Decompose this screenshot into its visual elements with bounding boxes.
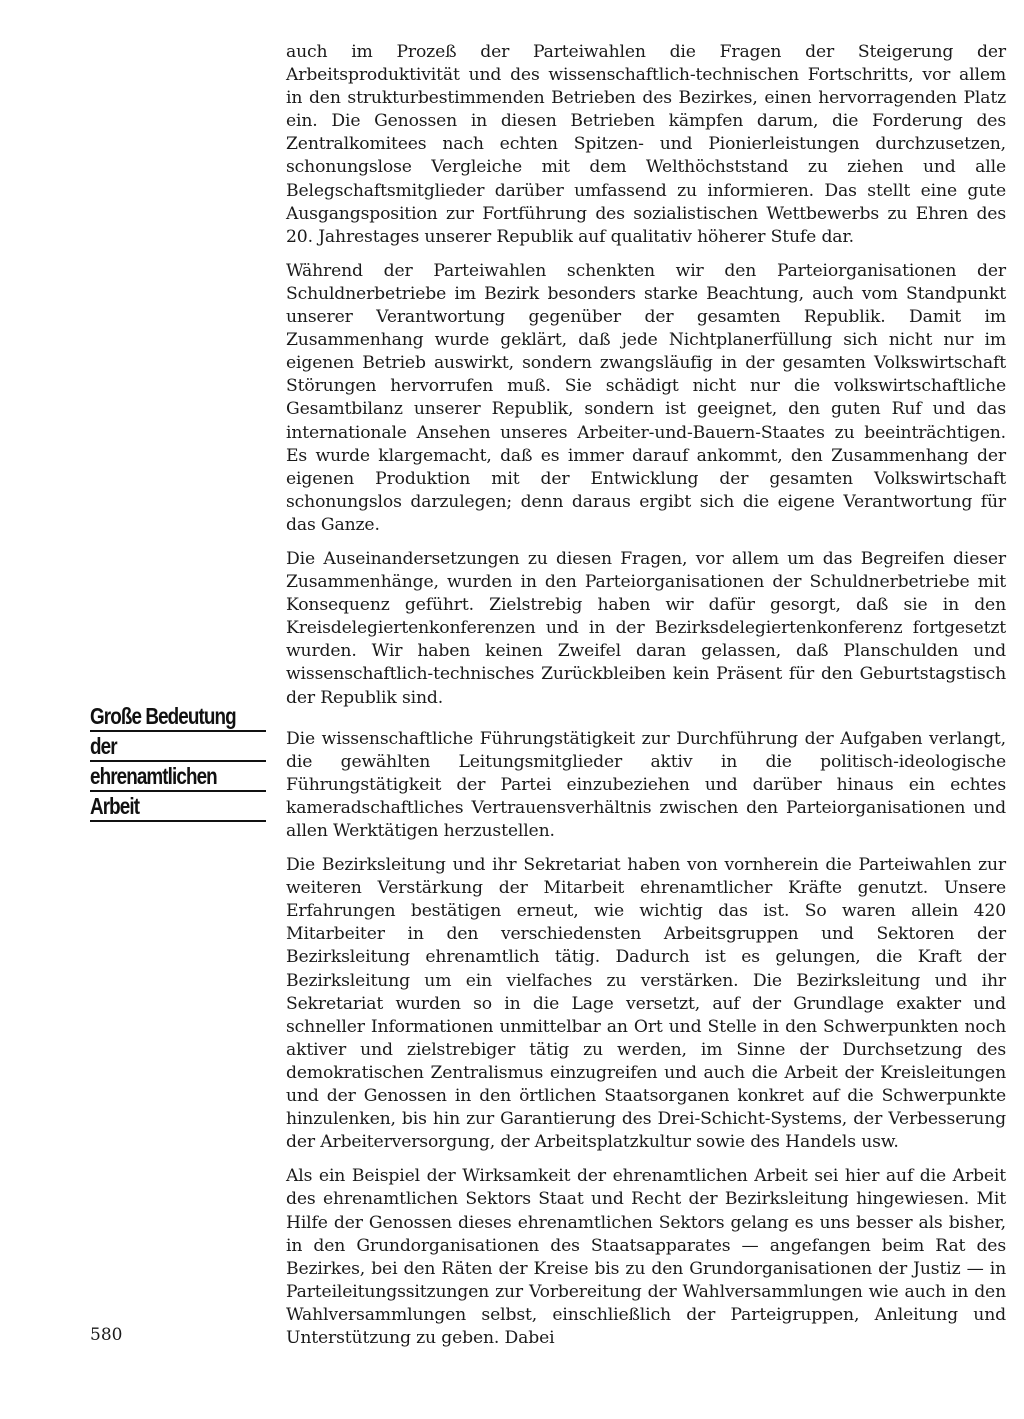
margin-heading-line-2-wrap [90, 732, 266, 762]
margin-heading [90, 702, 266, 822]
margin-heading-line-4: Arbeit [90, 793, 140, 819]
margin-heading-line-3: ehrenamtlichen [90, 763, 217, 789]
margin-heading-line-1-wrap [90, 702, 266, 732]
margin-heading-line-3-wrap [90, 762, 266, 792]
paragraph-2: Während der Parteiwahlen schenkten wir den Parteiorganisationen der Schuldnerbetriebe im Bezirk besonders starke Beachtung, auch vom Standpunkt unserer Verantwortung gegenüber der gesamten Republik. Damit im Zusammenhang wurde geklärt, daß jede Nichtplanerfüllung sich nicht nur im eigenen Betrieb auswirkt, sondern zwangsläufig in der gesamten Volkswirtschaft Störungen hervorrufen muß. Sie schädigt nicht nur die volkswirtschaftliche Gesamtbilanz unserer Republik, sondern ist geeignet, den guten Ruf und das internationale Ansehen unseres Arbeiter-und-Bauern-Staates zu beeinträchtigen. Es wurde klargemacht, daß es immer darauf ankommt, den Zusammenhang der eigenen Produktion mit der Entwicklung der gesamten Volkswirtschaft schonungslos darzulegen; denn daraus ergibt sich die eigene Verantwortung für das Ganze. [286, 260, 1006, 535]
margin-heading-line-2: der [90, 733, 117, 759]
paragraph-5: Die Bezirksleitung und ihr Sekretariat haben von vornherein die Parteiwahlen zur weiteren Verstärkung der Mitarbeit ehrenamtlicher Kräfte genutzt. Unsere Erfahrungen bestätigen erneut, wie wichtig das ist. So waren allein 420 Mitarbeiter in den verschiedensten Arbeitsgruppen und Sektoren der Bezirksleitung ehrenamtlich tätig. Dadurch ist es gelungen, die Kraft der Bezirksleitung um ein vielfaches zu verstärken. Die Bezirksleitung und ihr Sekretariat wurden so in die Lage versetzt, auf der Grundlage exakter und schneller Informationen unmittelbar an Ort und Stelle in den Schwerpunkten noch aktiver und zielstrebiger tätig zu werden, im Sinne der Durchsetzung des demokratischen Zentralismus einzugreifen und auch die Arbeit der Kreisleitungen und der Genossen in den örtlichen Staatsorganen konkret auf die Schwerpunkte hinzulenken, bis hin zur Garantierung des Drei-Schicht-Systems, der Verbesserung der Arbeiterversorgung, der Arbeitsplatzkultur sowie des Handels usw. [286, 855, 1006, 1153]
paragraph-4: Die wissenschaftliche Führungstätigkeit zur Durchführung der Aufgaben verlangt, die gewählten Leitungsmitglieder aktiv in die politisch-ideologische Führungstätigkeit der Partei einzubeziehen und darüber hinaus ein echtes kameradschaftliches Vertrauensverhältnis zwischen den Parteiorganisationen und allen Werktätigen herzustellen. [286, 728, 1006, 841]
margin-heading-line-1: Große Bedeutung [90, 703, 236, 729]
paragraph-1: auch im Prozeß der Parteiwahlen die Fragen der Steigerung der Arbeitsproduktivität und des wissenschaftlich-technischen Fortschritts, vor allem in den strukturbestimmenden Betrieben des Bezirkes, einen hervorragenden Platz ein. Die Genossen in diesen Betrieben kämpfen darum, die Forderung des Zentralkomitees nach echten Spitzen- und Pionierleistungen durchzusetzen, schonungslose Vergleiche mit dem Welthöchststand zu ziehen und alle Belegschaftsmitglieder darüber umfassend zu informieren. Das stellt eine gute Ausgangsposition zur Fortführung des sozialistischen Wettbewerbs zu Ehren des 20. Jahrestages unserer Republik auf qualitativ höherer Stufe dar. [286, 42, 1006, 247]
paragraph-6: Als ein Beispiel der Wirksamkeit der ehrenamtlichen Arbeit sei hier auf die Arbeit des ehrenamtlichen Sektors Staat und Recht der Bezirksleitung hingewiesen. Mit Hilfe der Genossen dieses ehrenamtlichen Sektors gelang es uns besser als bisher, in den Grundorganisationen des Staatsapparates — angefangen beim Rat des Bezirkes, bei den Räten der Kreise bis zu den Grundorganisationen der Justiz — in Parteileitungssitzungen zur Vorbereitung der Wahlversammlungen wie auch in den Wahlversammlungen selbst, einschließlich der Parteigruppen, Anleitung und Unterstützung zu geben. Dabei [286, 1166, 1006, 1348]
margin-heading-line-4-wrap [90, 792, 266, 822]
page-number: 580 [90, 1325, 123, 1345]
paragraph-3: Die Auseinandersetzungen zu diesen Fragen, vor allem um das Begreifen dieser Zusammenhänge, wurden in den Parteiorganisationen der Schuldnerbetriebe mit Konsequenz geführt. Zielstrebig haben wir dafür gesorgt, daß sie in den Kreisdelegiertenkonferenzen und in der Bezirksdelegiertenkonferenz fortgesetzt wurden. Wir haben keinen Zweifel daran gelassen, daß Planschulden und wissenschaftlich-technisches Zurückbleiben kein Präsent für den Geburtstagstisch der Republik sind. [286, 548, 1006, 708]
body-text-column [286, 41, 1006, 1361]
